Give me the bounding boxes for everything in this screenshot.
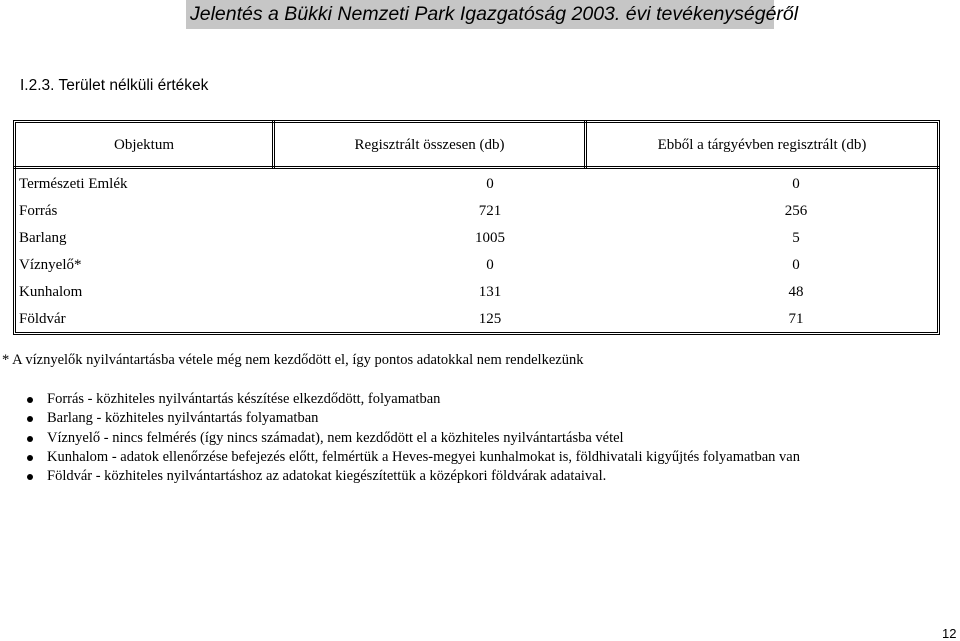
row-object-name: Barlang: [19, 230, 67, 246]
row-registered-total: 131: [478, 284, 502, 300]
column-header-object: Objektum: [114, 137, 174, 153]
table-row: [16, 225, 937, 252]
list-item-text: Forrás - közhiteles nyilvántartás készítése elkezdődött, folyamatban: [47, 391, 441, 407]
row-registered-this-year: 5: [792, 230, 800, 246]
row-object-name: Forrás: [19, 203, 58, 219]
row-registered-this-year: 71: [788, 311, 804, 327]
bullet-icon: [27, 455, 33, 461]
row-registered-this-year: 0: [792, 257, 800, 273]
row-object-name: Víznyelő*: [19, 257, 82, 273]
table-row: [16, 306, 937, 333]
column-header-registered-total: Regisztrált összesen (db): [354, 137, 505, 153]
page-number: 12: [942, 626, 957, 641]
table-footnote: * A víznyelők nyilvántartásba vétele még nem kezdődött el, így pontos adatokkal nem rendelkezünk: [2, 352, 584, 368]
table-row: [16, 198, 937, 225]
row-registered-this-year: 256: [784, 203, 808, 219]
list-item: [0, 410, 960, 429]
list-item: [0, 449, 960, 468]
list-item-text: Barlang - közhiteles nyilvántartás folyamatban: [47, 410, 319, 427]
list-item: [0, 391, 960, 410]
row-registered-total: 721: [478, 203, 502, 219]
column-header-registered-this-year: Ebből a tárgyévben regisztrált (db): [657, 137, 867, 153]
row-registered-total: 1005: [475, 230, 505, 246]
list-item: [0, 468, 960, 487]
row-registered-this-year: 0: [792, 176, 800, 192]
bullet-icon: [27, 474, 33, 480]
row-object-name: Földvár: [19, 311, 66, 327]
list-item-text: Földvár - közhiteles nyilvántartáshoz az adatokat kiegészítettük a középkori földvárak adataival.: [47, 468, 607, 485]
row-registered-total: 125: [478, 311, 502, 327]
section-title: I.2.3. Terület nélküli értékek: [20, 77, 209, 94]
table-row: [16, 171, 937, 198]
bullet-icon: [27, 436, 33, 442]
row-object-name: Természeti Emlék: [19, 176, 128, 192]
table-row: [16, 252, 937, 279]
bullet-icon: [27, 397, 33, 403]
table-row: [16, 279, 937, 306]
status-bullet-list: [0, 391, 960, 487]
row-registered-total: 0: [486, 257, 494, 273]
list-item-text: Víznyelő - nincs felmérés (így nincs számadat), nem kezdődött el a közhiteles nyilvántartásba vétel: [47, 429, 624, 446]
row-registered-total: 0: [486, 176, 494, 192]
table-header-separator: [13, 166, 940, 169]
list-item-text: Kunhalom - adatok ellenőrzése befejezés előtt, felmértük a Heves-megyei kunhalmokat is, földhivatali kigyűjtés folyamatban van: [47, 448, 800, 465]
row-object-name: Kunhalom: [19, 284, 83, 300]
bullet-icon: [27, 416, 33, 422]
list-item: [0, 430, 960, 449]
document-header-title: Jelentés a Bükki Nemzeti Park Igazgatóság 2003. évi tevékenységéről: [190, 3, 799, 25]
row-registered-this-year: 48: [788, 284, 804, 300]
